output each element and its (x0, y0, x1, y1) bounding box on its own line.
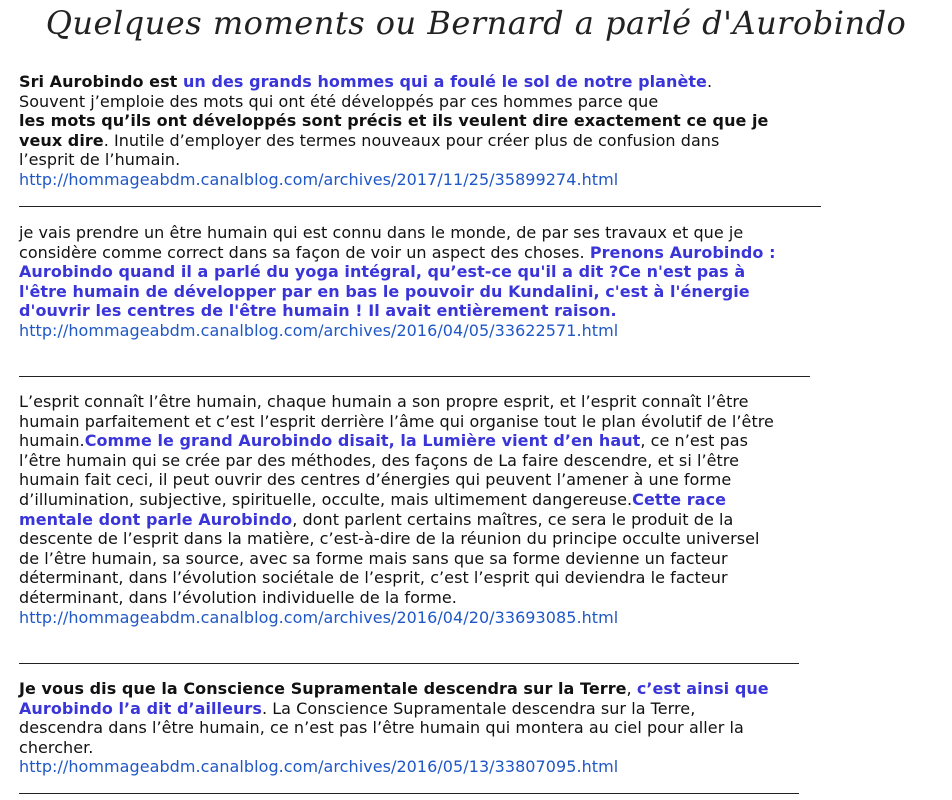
section-highlight: Prenons Aurobindo : Aurobindo quand il a parlé du yoga intégral, qu’est-ce qu'il a dit ?Ce n'est pas à l'être humain de développer par en bas le pouvoir du Kundalini, c'est à l'énergie d'ouvrir les centres de l'être humain ! Il avait entièrement raison. (19, 242, 776, 321)
section-highlight: Cette race mentale dont parle Aurobindo (19, 489, 727, 529)
section-text: , ce n’est pas l’être humain qui se crée par des méthodes, des façons de La faire descendre, et si l’être humain fait ceci, il peut ouvrir des centres d’énergies qui peuvent l’amener à une forme d’illumination, subjective, spirituelle, occulte, mais ultimement dangereuse. (19, 431, 749, 509)
section-text: L’esprit connaît l’être humain, chaque humain a son propre esprit, et l’esprit connaît l’être humain parfaitement et c’est l’esprit derrière l’âme qui organise tout le plan évolutif de l’être humain. (19, 392, 774, 451)
section-bold: Je vous dis que la Conscience Supramentale descendra sur la Terre (19, 679, 627, 698)
section-link[interactable]: http://hommageabdm.canalblog.com/archives/2016/04/05/33622571.html (19, 320, 619, 340)
section-text: , (626, 679, 637, 698)
section-link[interactable]: http://hommageabdm.canalblog.com/archives/2016/04/20/33693085.html (19, 607, 619, 627)
section-bold: les mots qu’ils ont développés sont précis et ils veulent dire exactement ce que je veux dire (19, 111, 769, 150)
section-text: . Inutile d’employer des termes nouveaux pour créer plus de confusion dans l’esprit de l’humain. (19, 130, 720, 170)
section-highlight: c’est ainsi que Aurobindo l’a dit d’ailleurs (19, 679, 769, 718)
section-text: , dont parlent certains maîtres, ce sera le produit de la descente de l’esprit dans la matière, c’est-à-dire de la réunion du principe occulte universel de l’être humain, sa source, avec sa forme mais sans que sa forme devienne un facteur déterminant, dans l’évolution sociétale de l’esprit, c’est l’esprit qui deviendra le facteur déterminant, dans l’évolution individuelle de la forme. (19, 509, 760, 607)
separator (19, 663, 799, 664)
section-3 (19, 392, 779, 627)
section-text: . La Conscience Supramentale descendra sur la Terre, descendra dans l’être humain, ce n’est pas l’être humain qui montera au ciel pour aller la chercher. (19, 698, 744, 757)
section-text: Souvent j’emploie des mots qui ont été développés par ces hommes parce que (19, 91, 659, 111)
section-link[interactable]: http://hommageabdm.canalblog.com/archives/2016/05/13/33807095.html (19, 757, 619, 777)
section-2 (19, 223, 779, 341)
page-title: Quelques moments ou Bernard a parlé d'Aurobindo (45, 4, 907, 42)
section-highlight: Comme le grand Aurobindo disait, la Lumière vient d’en haut (84, 431, 641, 451)
section-link[interactable]: http://hommageabdm.canalblog.com/archives/2017/11/25/35899274.html (19, 169, 619, 189)
section-text: Sri Aurobindo est (19, 72, 183, 91)
separator (19, 206, 821, 207)
section-1 (19, 72, 779, 190)
section-4 (19, 679, 779, 777)
section-text: . (706, 72, 713, 91)
separator (19, 376, 810, 377)
section-highlight: un des grands hommes qui a foulé le sol de notre planète (182, 72, 707, 91)
separator (19, 793, 799, 794)
section-text: je vais prendre un être humain qui est connu dans le monde, de par ses travaux et que je considère comme correct dans sa façon de voir un aspect des choses. (19, 223, 744, 262)
